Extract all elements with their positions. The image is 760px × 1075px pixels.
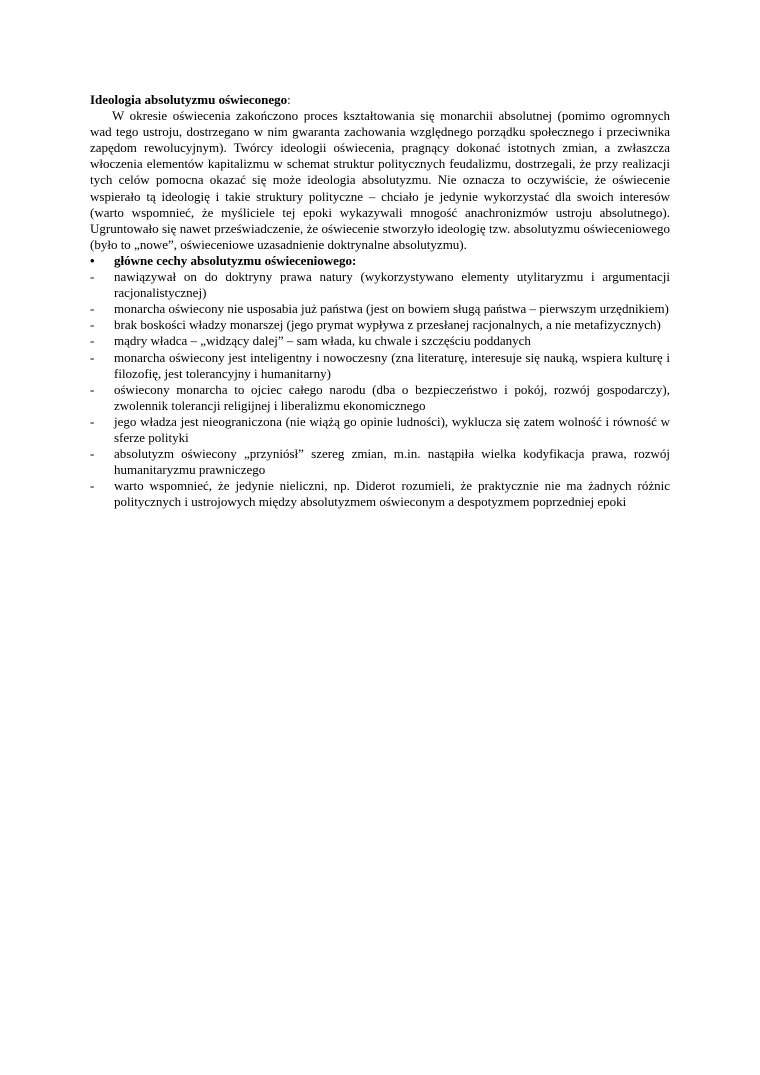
dash-marker: - [90, 413, 95, 429]
list-item [90, 301, 670, 317]
list-item-text: mądry władca – „widzący dalej” – sam włada, ku chwale i szczęściu poddanych [114, 333, 531, 349]
list-item [90, 446, 670, 478]
list-item [90, 269, 670, 301]
bullet-icon: • [90, 252, 95, 268]
list-item [90, 478, 670, 510]
feature-list [90, 269, 670, 510]
bullet-heading: główne cechy absolutyzmu oświeceniowego: [114, 252, 357, 268]
dash-marker: - [90, 446, 95, 462]
list-item-text: monarcha oświecony nie usposabia już państwa (jest on bowiem sługą państwa – pierwszym urzędnikiem) [114, 301, 669, 317]
list-item-text: nawiązywał on do doktryny prawa natury (wykorzystywano elementy utylitaryzmu i argumentacji racjonalistycznej) [114, 269, 670, 301]
dash-marker: - [90, 381, 95, 397]
dash-marker: - [90, 301, 95, 317]
list-item [90, 350, 670, 382]
dash-marker: - [90, 269, 95, 285]
list-item-text: brak boskości władzy monarszej (jego prymat wypływa z przesłanej racjonalnych, a nie metafizycznych) [114, 317, 661, 333]
document-title [90, 92, 670, 108]
list-item [90, 317, 670, 333]
intro-paragraph: W okresie oświecenia zakończono proces kształtowania się monarchii absolutnej (pomimo ogromnych wad tego ustroju, dostrzegano w nim gwaranta zachowania względnego porządku społecznego i przeciwnika zapędom rewolucyjnym). Twórcy ideologii oświecenia, pragnący dokonać istotnych zmian, a zwłaszcza włoczenia elementów kapitalizmu w schemat struktur politycznych feudalizmu, dostrzegali, że przy realizacji tych celów pomocna okazać się może ideologia absolutyzmu. Nie oznacza to oczywiście, że oświecenie wspierało tą ideologię i takie struktury polityczne – chciało je jedynie wykorzystać dla swoich interesów (warto wspomnieć, że myśliciele tej epoki wykazywali mnogość anachronizmów ustroju absolutnego). Ugruntowało się nawet przeświadczenie, że oświecenie stworzyło ideologię tzw. absolutyzmu oświeceniowego (było to „nowe”, oświeceniowe uzasadnienie doktrynalne absolutyzmu). [90, 108, 670, 252]
list-item-text: warto wspomnieć, że jedynie nieliczni, np. Diderot rozumieli, że praktycznie nie ma żadnych różnic politycznych i ustrojowych między absolutyzmem oświeconym a despotyzmem poprzedniej epoki [114, 478, 670, 510]
list-item-text: absolutyzm oświecony „przyniósł” szereg zmian, m.in. nastąpiła wielka kodyfikacja prawa, rozwój humanitaryzmu prawniczego [114, 446, 670, 478]
title-text: Ideologia absolutyzmu oświeconego [90, 92, 288, 107]
document-body [90, 92, 670, 510]
list-item [90, 382, 670, 414]
dash-marker: - [90, 333, 95, 349]
list-item [90, 414, 670, 446]
list-item-text: monarcha oświecony jest inteligentny i nowoczesny (zna literaturę, interesuje się nauką, wspiera kulturę i filozofię, jest tolerancyjny i humanitarny) [114, 349, 670, 381]
dash-marker: - [90, 478, 95, 494]
list-item-text: oświecony monarcha to ojciec całego narodu (dba o bezpieczeństwo i pokój, rozwój gospodarczy), zwolennik tolerancji religijnej i liberalizmu ekonomicznego [114, 381, 670, 413]
list-item-text: jego władza jest nieograniczona (nie wiążą go opinie ludności), wyklucza się zatem wolność i równość w sferze polityki [114, 413, 670, 445]
dash-marker: - [90, 317, 95, 333]
list-item [90, 333, 670, 349]
bullet-heading-row [90, 253, 670, 269]
title-colon: : [287, 92, 291, 107]
dash-marker: - [90, 349, 95, 365]
